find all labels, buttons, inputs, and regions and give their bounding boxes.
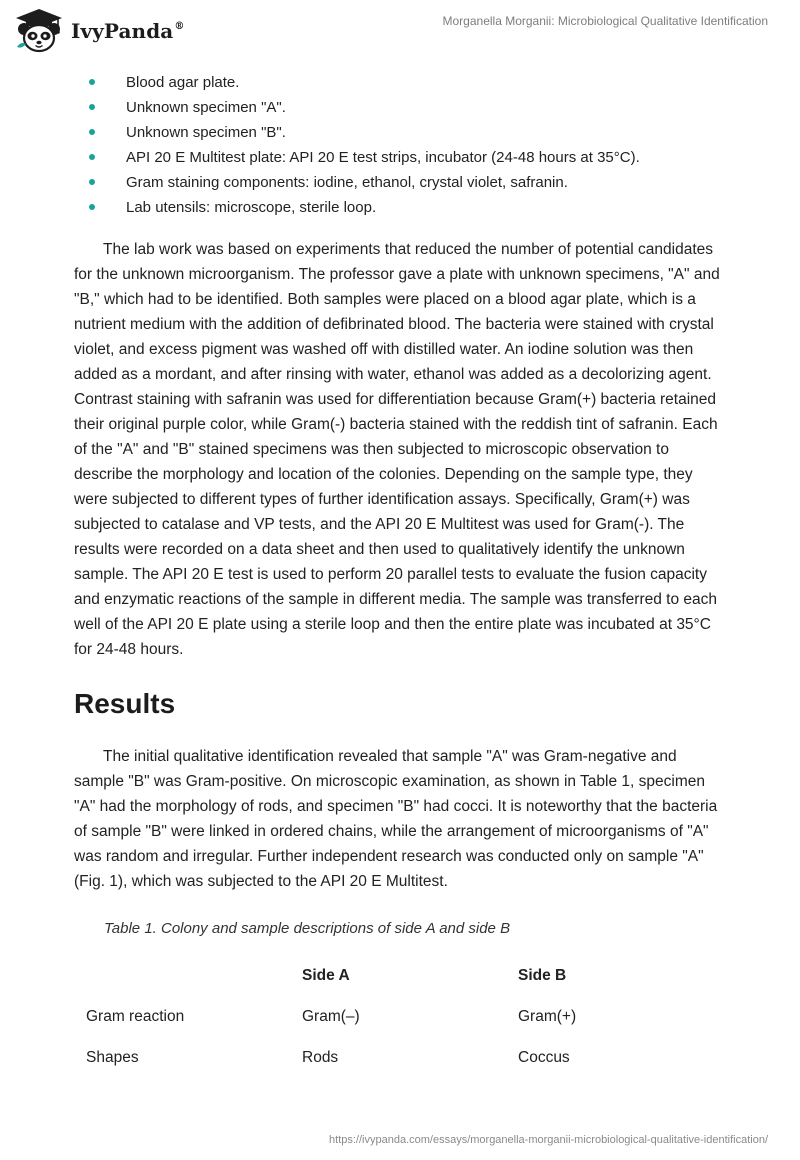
- table-row: [74, 996, 724, 1037]
- table-cell: Rods: [302, 1048, 339, 1066]
- table-header-cell: Side B: [518, 966, 567, 984]
- methods-paragraph: The lab work was based on experiments that reduced the number of potential candidates for the unknown microorganism. The professor gave a plate with unknown specimens, "A" and "B," which had to be identified. Both samples were placed on a blood agar plate, which is a nutrient medium with the addition of defibrinated blood. The bacteria were stained with crystal violet, and excess pigment was washed off with distilled water. An iodine solution was then added as a mordant, and after rinsing with water, ethanol was added as a decolorizing agent. Contrast staining with safranin was used for differentiation because Gram(+) bacteria retained their original purple color, while Gram(-) bacteria stained with the reddish tint of safranin. Each of the "A" and "B" stained specimens was then subjected to microscopic observation to describe the morphology and location of the colonies. Depending on the sample type, they were subjected to different types of further identification assays. Specifically, Gram(+) was subjected to catalase and VP tests, and the API 20 E Multitest was used for Gram(-). The results were recorded on a data sheet and then used to qualitatively identify the unknown sample. The API 20 E test is used to perform 20 parallel tests to evaluate the fusion capacity and enzymatic reactions of the sample in different media. The sample was transferred to each well of the API 20 E plate using a sterile loop and then the entire plate was incubated at 35°C for 24-48 hours.: [74, 241, 720, 658]
- list-item: Unknown specimen "B".: [74, 120, 724, 145]
- bullet-dot: [89, 104, 95, 110]
- table-cell: Gram reaction: [86, 1007, 185, 1025]
- bullet-dot: [89, 154, 95, 160]
- list-item: API 20 E Multitest plate: API 20 E test strips, incubator (24-48 hours at 35°C).: [74, 145, 724, 170]
- bullet-dot: [89, 204, 95, 210]
- bullet-dot: [89, 129, 95, 135]
- table-cell: Gram(–): [302, 1007, 360, 1025]
- page-header: [0, 0, 800, 60]
- table-cell: Coccus: [518, 1048, 570, 1066]
- colony-description-table: [74, 955, 724, 1078]
- table-header-cell: [74, 955, 302, 996]
- table-cell: Shapes: [86, 1048, 139, 1066]
- table-cell: Gram(+): [518, 1007, 577, 1025]
- list-item: Lab utensils: microscope, sterile loop.: [74, 195, 724, 220]
- source-url[interactable]: https://ivypanda.com/essays/morganella-morganii-microbiological-qualitative-identification/: [329, 1134, 768, 1146]
- bullet-dot: [89, 79, 95, 85]
- bullet-dot: [89, 179, 95, 185]
- results-heading: Results: [74, 688, 176, 719]
- list-item: Gram staining components: iodine, ethanol, crystal violet, safranin.: [74, 170, 724, 195]
- essay-content: [74, 70, 724, 1078]
- list-item: Unknown specimen "A".: [74, 95, 724, 120]
- table-header-cell: Side A: [302, 966, 350, 984]
- materials-list: [74, 70, 724, 220]
- ivypanda-logo[interactable]: [14, 7, 184, 53]
- table-row: [74, 1037, 724, 1078]
- results-paragraph: The initial qualitative identification revealed that sample "A" was Gram-negative and sample "B" was Gram-positive. On microscopic examination, as shown in Table 1, specimen "A" had the morphology of rods, and specimen "B" had cocci. It is noteworthy that the bacteria of sample "B" were linked in ordered chains, while the arrangement of microorganisms of "A" was random and irregular. Further independent research was conducted only on sample "A" (Fig. 1), which was subjected to the API 20 E Multitest.: [74, 748, 718, 890]
- table-caption: Table 1. Colony and sample descriptions of side A and side B: [104, 920, 511, 937]
- document-title: Morganella Morganii: Microbiological Qualitative Identification: [442, 14, 768, 28]
- table-header-row: [74, 955, 724, 996]
- panda-graduation-icon: [14, 7, 64, 53]
- list-item: Blood agar plate.: [74, 70, 724, 95]
- brand-name: IvyPanda®: [71, 18, 185, 43]
